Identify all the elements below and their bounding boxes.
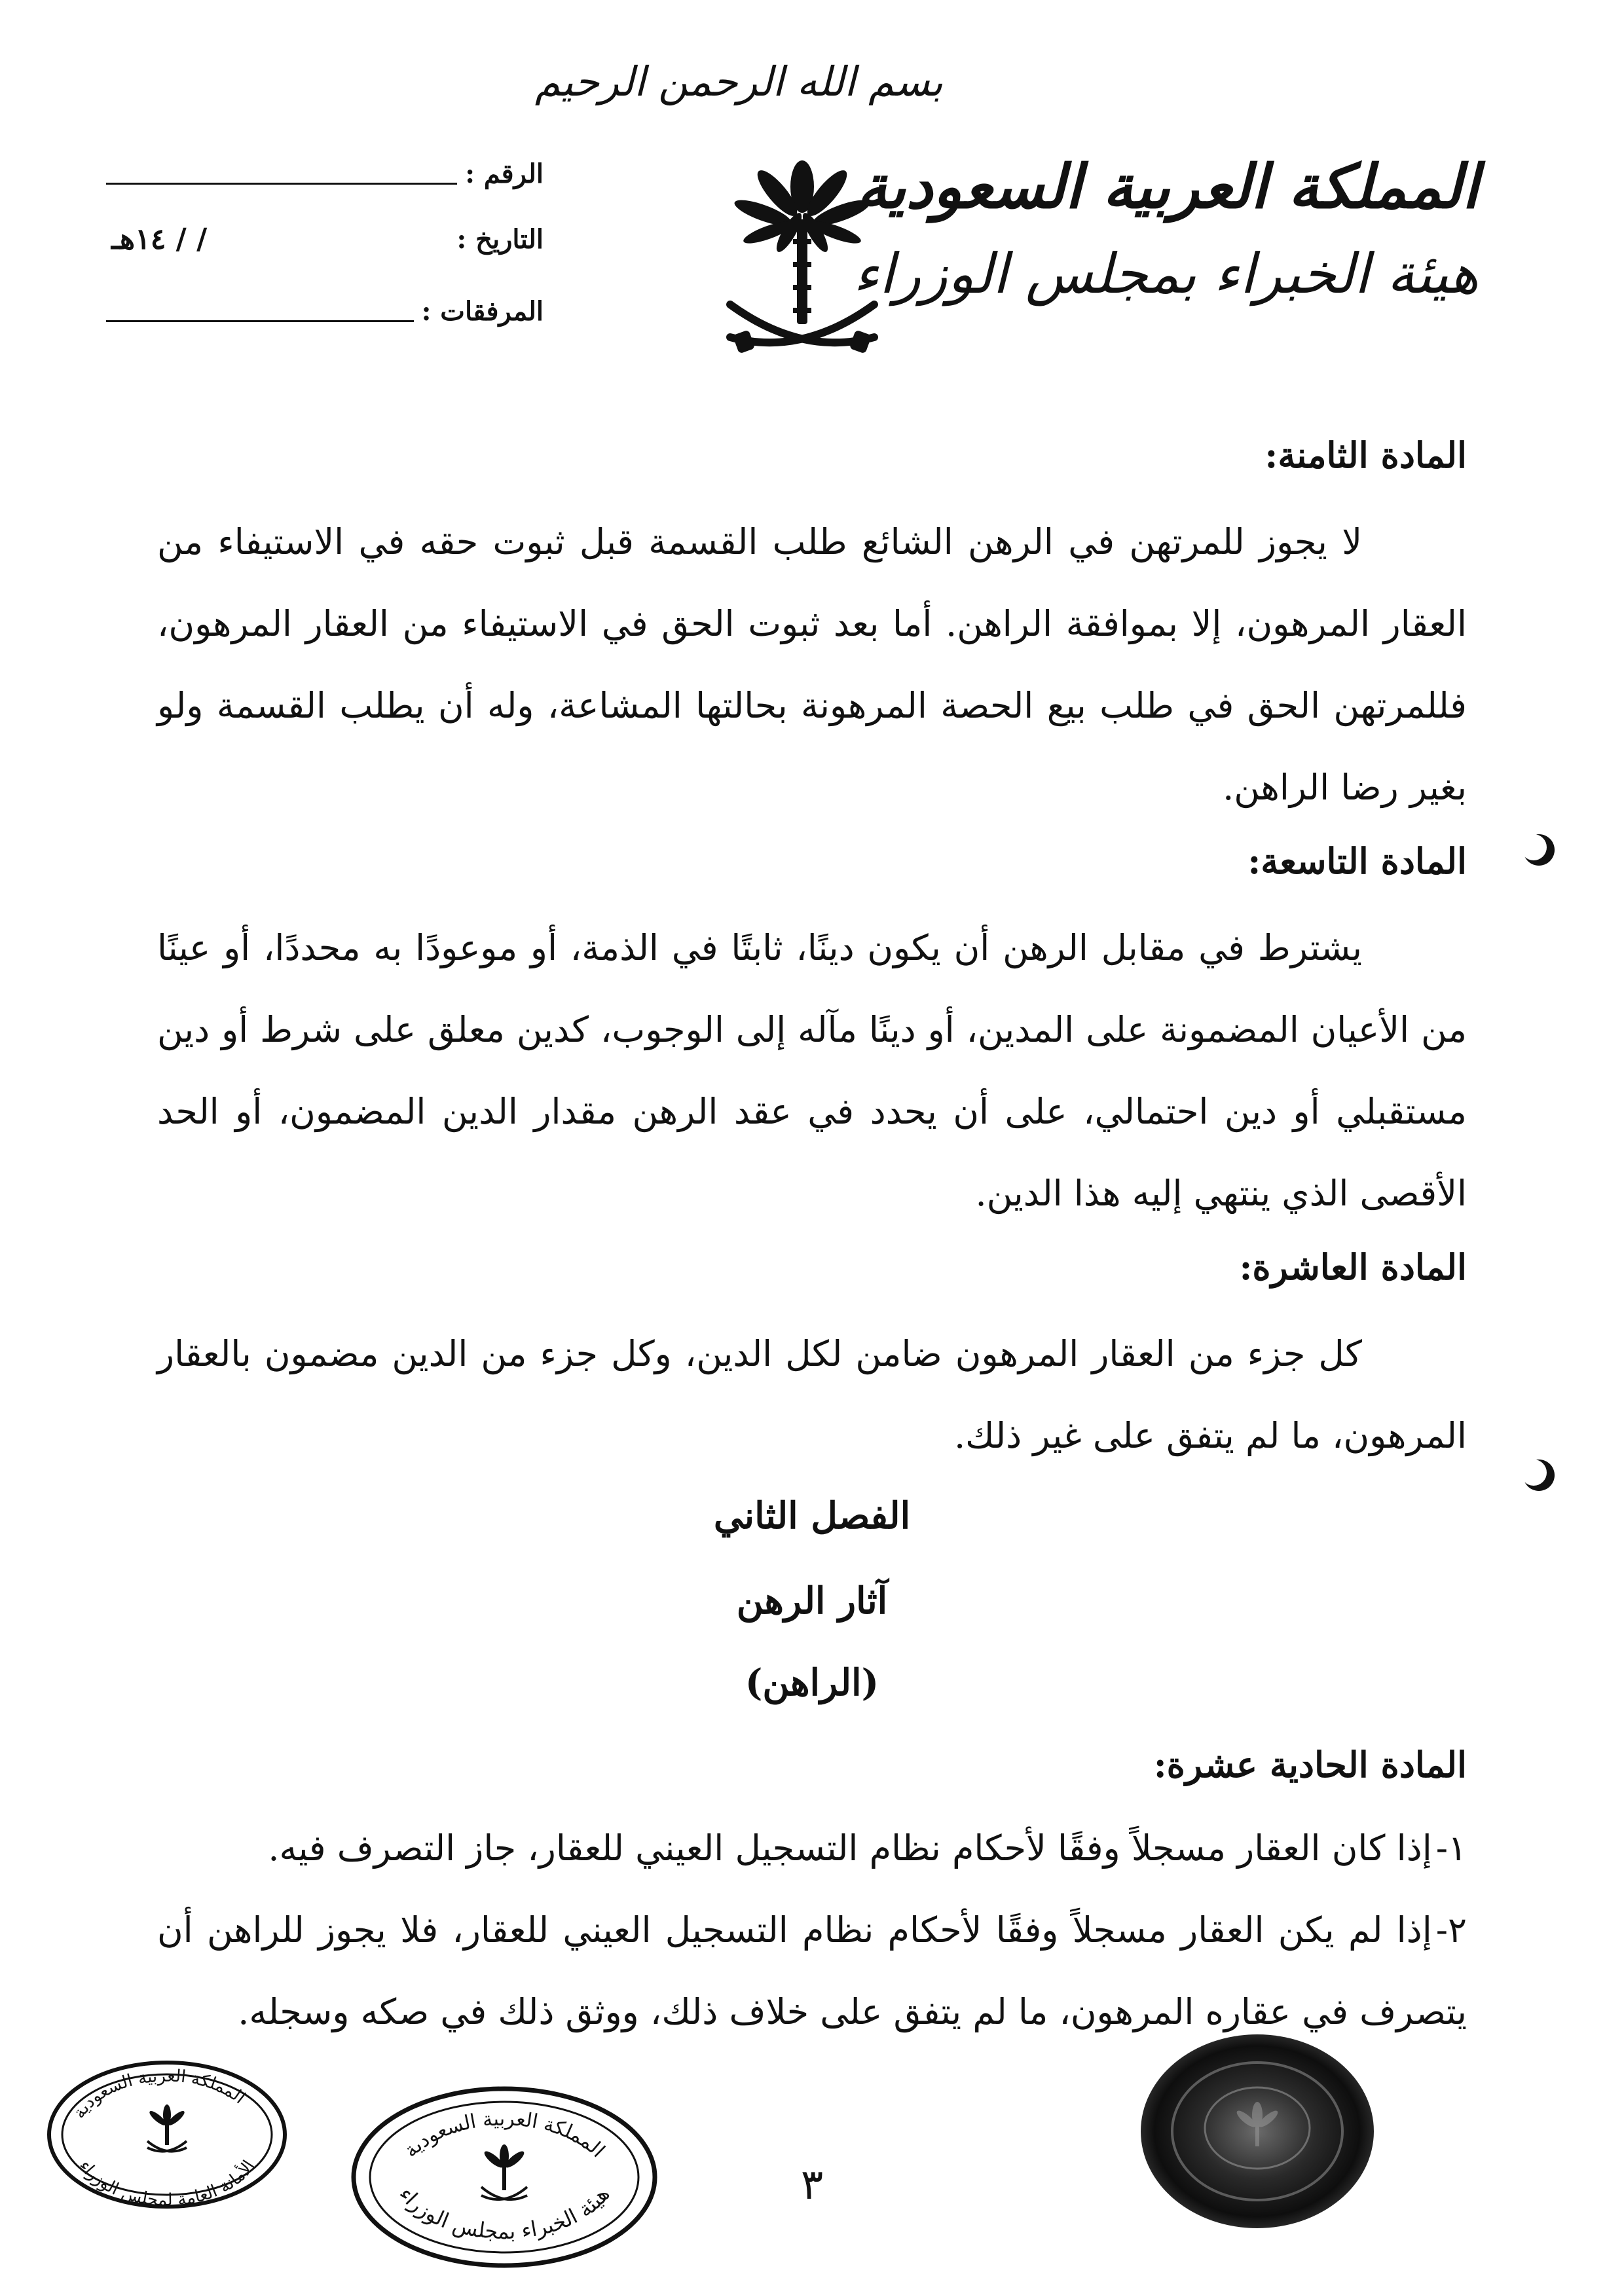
general-secretariat-seal: [39, 2056, 295, 2213]
article-10-text: كل جزء من العقار المرهون ضامن لكل الدين، وكل جزء من الدين مضمون بالعقار المرهون، ما لم يتفق على غير ذلك.: [157, 1333, 1467, 1456]
kingdom-title: المملكة العربية السعودية: [857, 151, 1479, 222]
chapter-subtitle: آثار الرهن: [736, 1579, 888, 1623]
article-11-item-1-text: إذا كان العقار مسجلاً وفقًا لأحكام نظام التسجيل العيني للعقار، جاز التصرف فيه.: [268, 1827, 1432, 1869]
middle-seal-bottom-text: هيئة الخبراء بمجلس الوزراء: [394, 2182, 615, 2244]
article-10-heading: المادة العاشرة:: [1239, 1246, 1467, 1288]
date-label: التاريخ :: [456, 223, 544, 255]
date-format: / / ١٤هـ: [111, 222, 208, 256]
middle-seal-top-text: المملكة العربية السعودية: [399, 2107, 610, 2163]
attachments-row: [98, 285, 544, 337]
attachments-line: [106, 301, 414, 322]
chapter-title: الفصل الثاني: [713, 1494, 911, 1537]
reference-number-line: [106, 163, 457, 185]
council-title: هيئة الخبراء بمجلس الوزراء: [853, 242, 1479, 306]
article-8-heading: المادة الثامنة:: [1264, 434, 1467, 476]
left-seal-bottom-text: الأمانة العامة لمجلس الوزراء: [75, 2156, 259, 2211]
left-seal-emblem-icon: [147, 2104, 187, 2152]
article-11-item-2-number: ٢-: [1435, 1909, 1467, 1951]
punch-hole-mark-icon: [1519, 832, 1556, 868]
article-11-item-1-number: ١-: [1435, 1827, 1467, 1869]
article-9-text: يشترط في مقابل الرهن أن يكون دينًا، ثابتًا في الذمة، أو موعودًا به محددًا، أو عينًا من الأعيان المضمونة على المدين، أو دينًا مآله إلى الوجوب، كدين معلق على شرط أو دين مستقبلي أو دين احتمالي، على أن يحدد في عقد الرهن مقدار الدين المضمون، أو الحد الأقصى الذي ينتهي إليه هذا الدين.: [157, 927, 1467, 1214]
embossed-seal: [1136, 2030, 1378, 2233]
chapter-section: (الراهن): [745, 1661, 879, 1704]
punch-hole-mark-icon: [1519, 1457, 1556, 1494]
article-11-item-2-text: إذا لم يكن العقار مسجلاً وفقًا لأحكام نظام التسجيل العيني للعقار، فلا يجوز للراهن أن يتصرف في عقاره المرهون، ما لم يتفق على خلاف ذلك، ووثق ذلك في صكه وسجله.: [157, 1909, 1467, 2032]
article-9-heading: المادة التاسعة:: [1247, 840, 1467, 882]
date-row: [98, 213, 544, 265]
attachments-label: المرفقات :: [421, 295, 544, 327]
middle-seal-emblem-icon: [481, 2144, 527, 2199]
page-number: ٣: [800, 2161, 824, 2209]
reference-number-row: [98, 147, 544, 200]
article-8-text: لا يجوز للمرتهن في الرهن الشائع طلب القسمة قبل ثبوت حقه في الاستيفاء من العقار المرهون، إلا بموافقة الراهن. أما بعد ثبوت الحق في الاستيفاء من العقار المرهون، فللمرتهن الحق في طلب بيع الحصة المرهونة بحالتها المشاعة، وله أن يطلب القسمة ولو بغير رضا الراهن.: [157, 521, 1467, 808]
left-seal-top-text: المملكة العربية السعودية: [69, 2066, 249, 2123]
article-11-item-2: [157, 1889, 1467, 2053]
article-11-item-1: [157, 1807, 1467, 1889]
experts-commission-seal: [341, 2079, 668, 2275]
reference-number-label: الرقم :: [465, 158, 544, 189]
basmala: بسم الله الرحمن الرحيم: [534, 58, 943, 105]
article-11-heading: المادة الحادية عشرة:: [1153, 1744, 1467, 1786]
